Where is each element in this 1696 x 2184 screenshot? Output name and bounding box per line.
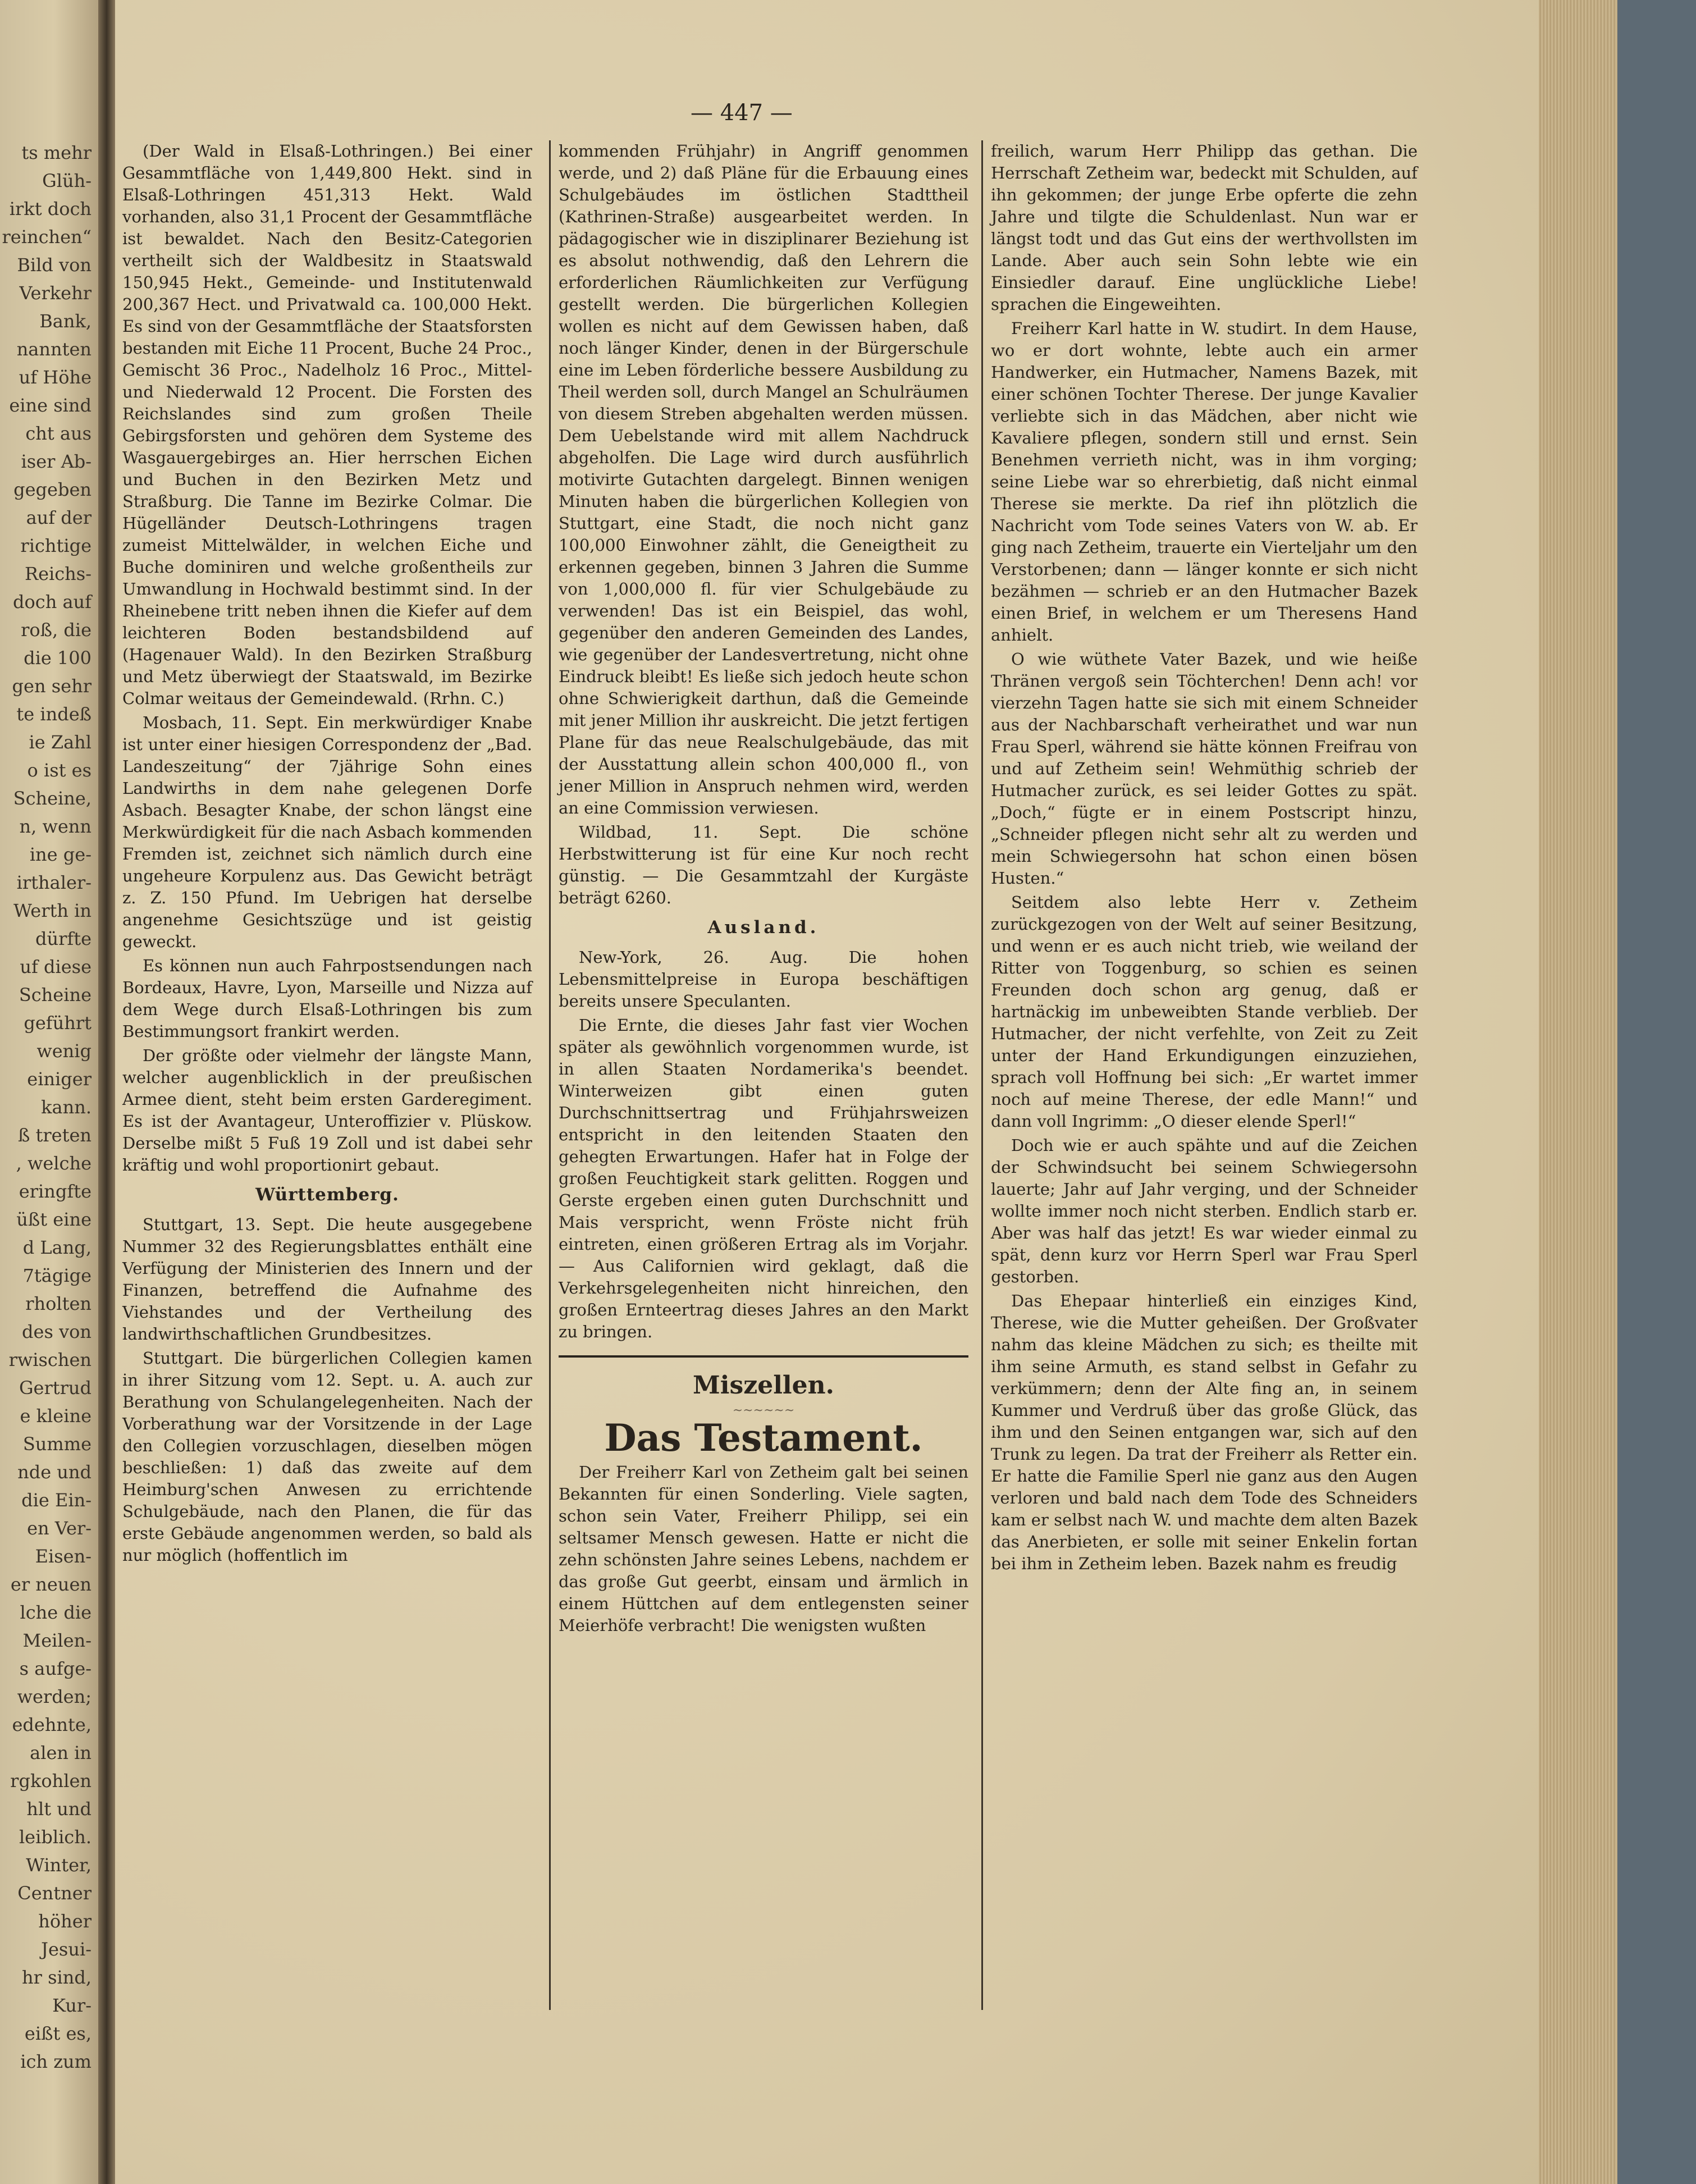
page-edges <box>1539 0 1617 2184</box>
column-rule-1 <box>549 140 551 2010</box>
previous-page-text-fragment: eringfte <box>19 1181 92 1202</box>
previous-page-text-fragment: üßt eine <box>16 1209 92 1230</box>
previous-page-text-fragment: ine ge- <box>29 844 92 865</box>
previous-page-text-fragment: Bild von <box>17 254 92 276</box>
section-heading-wuerttemberg: Württemberg. <box>255 1185 399 1205</box>
previous-page-text-fragment: ts mehr <box>21 142 92 163</box>
story-paragraph-3: Freiherr Karl hatte in W. studirt. In dem Hause, wo er dort wohnte, lebte auch ein armer Handwerker, ein Hutmacher, Namens Bazek, mit einer schönen Tochter Therese. Der junge Kavalier verliebte sich in das Mädchen, aber nicht wie Kavaliere pflegen, sondern still und ernst. Sein Benehmen verrieth nicht, was in ihm vorging; seine Liebe war so ehrerbietig, daß nicht einmal Therese sie merkte. Da rief ihn plötzlich die Nachricht vom Tode seines Vaters von W. ab. Er ging nach Zetheim, trauerte ein Vierteljahr um den Verstorbenen; dann — länger konnte er sich nicht bezähmen — schrieb er an den Hutmacher Bazek einen Brief, in welchem er um Theresens Hand anhielt. <box>991 319 1418 645</box>
previous-page-text-fragment: o ist es <box>27 760 92 781</box>
previous-page-text-fragment: eißt es, <box>24 2023 92 2044</box>
page-number: — 447 — <box>691 100 793 126</box>
article-stuttgart-cont: kommenden Frühjahr) in Angriff genommen werde, und 2) daß Pläne für die Erbauung eines Schulgebäudes im östlichen Stadttheil (Kathrinen-Straße) ausgearbeitet werden. In pädagogischer wie in disziplinarer Beziehung ist es absolut nothwendig, daß den Lehrern die erforderlichen Räumlichkeiten zur Verfügung gestellt werden. Die bürgerlichen Kollegien wollen es nicht auf dem Gewissen haben, daß noch länger Kinder, denen in der Bürgerschule eine im Leben förderliche bessere Ausbildung zu Theil werden soll, durch Mangel an Schulräumen von diesem Streben abgehalten werden müssen. Dem Uebelstande wird mit allem Nachdruck abgeholfen. Die Lage wird durch ausführlich motivirte Gutachten dargelegt. Binnen wenigen Minuten haben die bürgerlichen Kollegien von Stuttgart, eine Stadt, die noch nicht ganz 100,000 Einwohner zählt, die Geneigtheit zu erkennen gegeben, binnen 3 Jahren die Summe von 1,000,000 fl. für vier Schulgebäude zu verwenden! Das ist ein Beispiel, das wohl, gegenüber den anderen Gemeinden des Landes, wie gegenüber der Landesvertretung, nicht ohne Eindruck bleibt! Es ließe sich jedoch heute schon ohne Schwierigkeit darthun, daß die Gemeinde mit jener Million ihr auskreicht. Die jetzt fertigen Plane für das neue Realschulgebäude, das mit der Ausstattung allein schon 400,000 fl., von jener Million in Anspruch nehmen wird, werden an eine Commission verwiesen. <box>559 141 968 817</box>
previous-page-text-fragment: Bank, <box>39 310 92 332</box>
previous-page-text-fragment: Werth in <box>13 900 92 921</box>
article-mosbach: Mosbach, 11. Sept. Ein merkwürdiger Knabe ist unter einer hiesigen Correspondenz der „Bad. Landeszeitung“ der 7jährige Sohn eines Landwirths in dem nahe gelegenen Dorfe Asbach. Besagter Knabe, der schon längst eine Merkwürdigkeit für die nach Asbach kommenden Fremden ist, zeichnet sich nämlich durch eine ungeheure Korpulenz aus. Das Gewicht beträgt z. Z. 150 Pfund. Im Uebrigen hat derselbe angenehme Gesichtszüge und ist geistig geweckt. <box>122 713 532 951</box>
previous-page-text-fragment: Jesui- <box>41 1939 92 1960</box>
previous-page-text-fragment: die 100 <box>24 647 92 669</box>
previous-page-text-fragment: irthaler- <box>16 872 92 893</box>
previous-page-text-fragment: nannten <box>16 339 92 360</box>
ornament-divider: ~~~~~~ <box>732 1404 795 1418</box>
previous-page-text-fragment: Meilen- <box>22 1630 92 1651</box>
previous-page-text-fragment: wenig <box>36 1040 92 1062</box>
column-rule-2 <box>981 140 983 2010</box>
story-paragraph-2: freilich, warum Herr Philipp das gethan. Die Herrschaft Zetheim war, bedeckt mit Schulden, auf ihn gekommen; der junge Erbe opferte die zehn Jahre und tilgte die Schuldenlast. Nun war er längst todt und das Gut eins der werthvollsten im Lande. Aber auch sein Sohn lebte wie ein Einsiedler darauf. Eine unglückliche Liebe! sprachen die Eingeweihten. <box>991 141 1418 314</box>
previous-page-text-fragment: Reichs- <box>24 563 92 584</box>
previous-page-text-fragment: doch auf <box>13 591 92 613</box>
previous-page-text-fragment: en Ver- <box>27 1518 92 1539</box>
previous-page-text-fragment: Eisen- <box>35 1546 92 1567</box>
article-stuttgart-1: Stuttgart, 13. Sept. Die heute ausgegebene Nummer 32 des Regierungsblattes enthält eine Verfügung der Ministerien des Innern und der Finanzen, betreffend die Aufnahme des Viehstandes und der Vertheilung des landwirthschaftlichen Grundbesitzes. <box>122 1215 532 1344</box>
article-ernte: Die Ernte, die dieses Jahr fast vier Wochen später als gewöhnlich vorgenommen wurde, ist in allen Staaten Nordamerika's beendet. Winterweizen gibt einen guten Durchschnittsertrag und Frühjahrsweizen entspricht in den leitenden Staaten den gehegten Erwartungen. Hafer hat in Folge der großen Feuchtigkeit stark gelitten. Roggen und Gerste ergeben einen guten Durchschnitt und Mais verspricht, wenn Fröste nicht früh eintreten, einen größeren Ertrag als im Vorjahr. — Aus Californien wird geklagt, daß die Verkehrsgelegenheiten nicht hinreichen, den großen Ernteertrag dieses Jahres an den Markt zu bringen. <box>559 1016 968 1341</box>
article-fahrpost: Es können nun auch Fahrpostsendungen nach Bordeaux, Havre, Lyon, Marseille und Nizza auf dem Wege durch Elsaß-Lothringen bis zum Bestimmungsort frankirt werden. <box>122 956 532 1041</box>
previous-page-text-fragment: te indeß <box>16 703 92 725</box>
previous-page-text-fragment: Scheine, <box>13 788 92 809</box>
previous-page-text-fragment: Centner <box>17 1883 92 1904</box>
previous-page-text-fragment: d Lang, <box>22 1237 92 1258</box>
book-cover <box>1617 0 1696 2184</box>
previous-page-text-fragment: hlt und <box>26 1798 92 1820</box>
book-gutter <box>98 0 115 2184</box>
previous-page-text-fragment: Scheine <box>19 984 92 1006</box>
story-paragraph-7: Das Ehepaar hinterließ ein einziges Kind, Therese, wie die Mutter geheißen. Der Großvater nahm das kleine Mädchen zu sich; es theilte mit ihm seine Armuth, es stand selbst in Gefahr zu verkümmern; denn der Alte fing an, in seinem Kummer und Verdruß über das große Glück, das ihm und den Seinen entgangen war, sich auf den Trunk zu legen. Da trat der Freiherr als Retter ein. Er hatte die Familie Sperl nie ganz aus den Augen verloren und bald nach dem Tode des Schneiders kam er selbst nach W. und machte dem alten Bazek das Anerbieten, er solle mit seiner Enkelin fortan bei ihm in Zetheim leben. Bazek nahm es freudig <box>991 1291 1418 1573</box>
previous-page-text-fragment: gen sehr <box>12 675 92 697</box>
previous-page-text-fragment: dürfte <box>35 928 92 949</box>
story-title: Das Testament. <box>604 1416 923 1460</box>
previous-page-text-fragment: eine sind <box>9 395 92 416</box>
previous-page-text-fragment: lche die <box>20 1602 92 1623</box>
story-paragraph-1: Der Freiherr Karl von Zetheim galt bei seinen Bekannten für einen Sonderling. Viele sagten, schon sein Vater, Freiherr Philipp, sei ein seltsamer Mensch gewesen. Hatte er nicht die zehn schönsten Jahre seines Lebens, nachdem er das große Gut geerbt, einsam und ärmlich in einem Hüttchen auf dem entlegensten seiner Meierhöfe verbracht! Die wenigsten wußten <box>559 1463 968 1635</box>
previous-page-text-fragment: ß treten <box>17 1125 92 1146</box>
article-stuttgart-2: Stuttgart. Die bürgerlichen Collegien kamen in ihrer Sitzung vom 12. Sept. u. A. auch zur Berathung von Schulangelegenheiten. Nach der Vorberathung war der Vorsitzende in der Lage den Collegien vorzuschlagen, dieselben mögen beschließen: 1) daß das zweite auf dem Heimburg'schen Anwesen zu errichtende Schulgebäude, nach den Planen, die für das erste Gebäude angenommen werden, so bald als nur möglich (hoffentlich im <box>122 1349 532 1565</box>
previous-page-text-fragment: einiger <box>27 1068 92 1090</box>
previous-page-text-fragment: reinchen“ <box>2 226 92 248</box>
previous-page-text-fragment: gegeben <box>13 479 92 500</box>
previous-page-text-fragment: rwischen <box>8 1349 92 1370</box>
previous-page-text-fragment: roß, die <box>21 619 92 641</box>
section-heading-ausland: Ausland. <box>707 917 820 938</box>
column-2 <box>559 140 968 2139</box>
previous-page-text-fragment: ich zum <box>20 2051 92 2072</box>
previous-page-text-fragment: richtige <box>20 535 92 556</box>
previous-page-text-fragment: geführt <box>24 1012 92 1034</box>
article-wildbad: Wildbad, 11. Sept. Die schöne Herbstwitterung ist für eine Kur noch recht günstig. — Die Gesammtzahl der Kurgäste beträgt 6260. <box>559 823 968 907</box>
previous-page-text-fragment: Verkehr <box>19 282 92 304</box>
previous-page-text-fragment: edehnte, <box>12 1714 92 1735</box>
previous-page-text-fragment: die Ein- <box>21 1489 92 1511</box>
previous-page-text-fragment: rholten <box>25 1293 92 1314</box>
previous-page-text-fragment: Glüh- <box>42 170 92 191</box>
previous-page-text-fragment: , welche <box>16 1153 92 1174</box>
previous-page-text-fragment: e kleine <box>20 1405 92 1427</box>
previous-page-text-fragment: uf Höhe <box>19 367 92 388</box>
previous-page-text-fragment: er neuen <box>10 1574 92 1595</box>
previous-page-text-fragment: alen in <box>30 1742 92 1763</box>
previous-page-text-fragment: n, wenn <box>19 816 92 837</box>
article-new-york: New-York, 26. Aug. Die hohen Lebensmittelpreise in Europa beschäftigen bereits unsere Speculanten. <box>559 948 968 1011</box>
previous-page-text-fragment: Kur- <box>52 1995 92 2016</box>
article-laengster-mann: Der größte oder vielmehr der längste Mann, welcher augenblicklich in der preußischen Armee dient, steht beim ersten Garderegiment. Es ist der Avantageur, Unteroffizier v. Plüskow. Derselbe mißt 5 Fuß 19 Zoll und ist dabei sehr kräftig und wohl proportionirt gebaut. <box>122 1046 532 1175</box>
previous-page-text-fragment: uf diese <box>20 956 92 977</box>
previous-page-text-fragment: Gertrud <box>19 1377 92 1399</box>
previous-page-text-fragment: nde und <box>17 1461 92 1483</box>
previous-page-edge <box>0 0 98 2184</box>
previous-page-text-fragment: cht aus <box>25 423 92 444</box>
previous-page-text-fragment: irkt doch <box>9 198 92 220</box>
column-3 <box>991 140 1418 2139</box>
previous-page-text-fragment: leiblich. <box>19 1826 92 1848</box>
story-paragraph-5: Seitdem also lebte Herr v. Zetheim zurückgezogen von der Welt auf seiner Besitzung, und wenn er es auch nicht trieb, wie weiland der Ritter von Toggenburg, so schien es seinen Freunden doch schon arg genug, daß er hartnäckig im unbeweibten Stande verblieb. Der Hutmacher, der nicht verfehlte, von Zeit zu Zeit unter der Hand Erkundigungen einzuziehen, sprach voll Hoffnung bei sich: „Er wartet immer noch auf meine Therese, der edle Mann!“ und dann voll Ingrimm: „O dieser elende Sperl!“ <box>991 893 1418 1131</box>
previous-page-text-fragment: auf der <box>26 507 92 528</box>
previous-page-text-fragment: 7tägige <box>22 1265 92 1286</box>
previous-page-text-fragment: hr sind, <box>22 1967 92 1988</box>
previous-page-text-fragment: Winter, <box>26 1854 92 1876</box>
previous-page-text-fragment: des von <box>22 1321 92 1342</box>
column-1 <box>122 140 532 2139</box>
previous-page-text-fragment: werden; <box>17 1686 92 1707</box>
previous-page-text-fragment: kann. <box>41 1096 92 1118</box>
previous-page-text-fragment: rgkohlen <box>10 1770 92 1792</box>
story-paragraph-6: Doch wie er auch spähte und auf die Zeichen der Schwindsucht bei seinem Schwiegersohn lauerte; Jahr auf Jahr verging, und der Schneider wollte immer noch nicht sterben. Endlich starb er. Aber was half das jetzt! Es war wieder einmal zu spät, denn kurz vor Herrn Sperl war Frau Sperl gestorben. <box>991 1136 1418 1286</box>
previous-page-text-fragment: iser Ab- <box>21 451 92 472</box>
section-divider <box>559 1355 968 1358</box>
previous-page-text-fragment: s aufge- <box>19 1658 92 1679</box>
previous-page-text-fragment: ie Zahl <box>29 732 92 753</box>
previous-page-text-fragment: Summe <box>22 1433 92 1455</box>
article-wald: (Der Wald in Elsaß-Lothringen.) Bei einer Gesammtfläche von 1,449,800 Hekt. sind in Elsaß-Lothringen 451,313 Hekt. Wald vorhanden, also 31,1 Procent der Gesammtfläche ist bewaldet. Nach den Besitz-Categorien vertheilt sich der Waldbesitz in Staatswald 150,945 Hekt., Gemeinde- und Institutenwald 200,367 Hect. und Privatwald ca. 100,000 Hekt. Es sind von der Gesammtfläche der Staatsforsten bestanden mit Eiche 11 Procent, Buche 24 Proc., Gemischt 36 Proc., Nadelholz 16 Proc., Mittel- und Niederwald 12 Procent. Die Forsten des Reichslandes sind zum großen Theile Gebirgsforsten und gehören dem Systeme des Wasgauergebirges an. Hier herrschen Eichen und Buchen in den Bezirken Metz und Straßburg. Die Tanne im Bezirke Colmar. Die Hügelländer Deutsch-Lothringens tragen zumeist Mittelwälder, in welchen Eiche und Buche dominiren und welche großentheils zur Umwandlung in Hochwald bestimmt sind. In der Rheinebene tritt neben ihnen die Kiefer auf dem leichteren Boden bestandsbildend auf (Hagenauer Wald). In den Bezirken Straßburg und Metz überwiegt der Staatswald, im Bezirke Colmar weitaus der Gemeindewald. (Rrhn. C.) <box>122 141 532 708</box>
miszellen-heading: Miszellen. <box>693 1371 834 1400</box>
previous-page-text-fragment: höher <box>38 1911 92 1932</box>
story-paragraph-4: O wie wüthete Vater Bazek, und wie heiße Thränen vergoß sein Töchterchen! Denn ach! vor vierzehn Tagen hatte sie sich mit einem Schneider aus der Nachbarschaft verheirathet und war nun Frau Sperl, während sie hätte können Freifrau von und auf Zetheim sein! Wehmüthig schrieb der Hutmacher zurück, es sei leider Gottes zu spät. „Doch,“ fügte er in einem Postscript hinzu, „Schneider pflegen nicht sehr alt zu werden und mein Schwiegersohn hat schon einen bösen Husten.“ <box>991 650 1418 888</box>
